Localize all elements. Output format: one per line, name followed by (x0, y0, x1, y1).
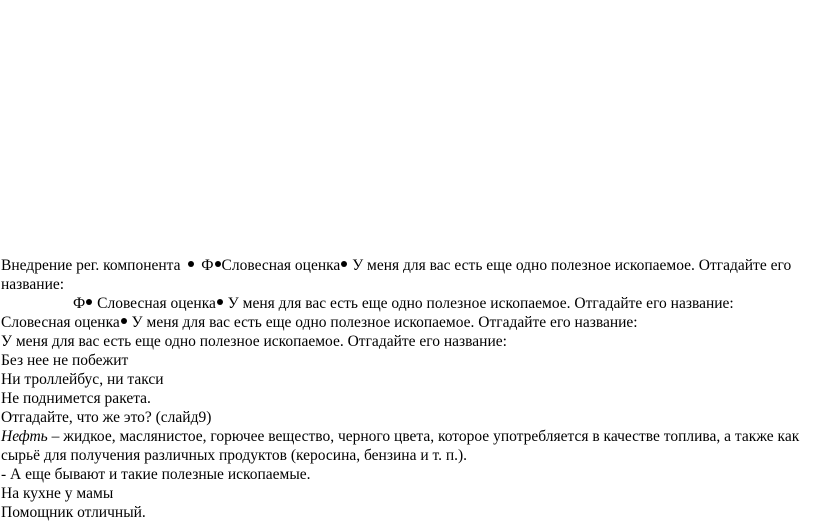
text-line (1, 294, 813, 313)
text-span: Ни троллейбус, ни такси (1, 371, 164, 388)
text-span: У меня для вас есть еще одно полезное ископаемое. Отгадайте его название: (1, 333, 507, 350)
text-span: Отгадайте, что же это? (слайд9) (1, 409, 212, 426)
text-line (1, 389, 813, 408)
text-line (1, 313, 813, 332)
text-span: Внедрение рег. компонента (1, 257, 181, 274)
text-span: - А еще бывают и такие полезные ископаемые. (1, 466, 311, 483)
text-span: У меня для вас есть еще одно полезное ископаемое. Отгадайте его название: (227, 295, 734, 312)
text-span: Словесная оценка (221, 257, 341, 274)
text-line (1, 427, 813, 446)
bullet-icon (215, 261, 221, 267)
text-line (1, 332, 813, 351)
bullet-icon (217, 299, 223, 305)
text-span: Не поднимется ракета. (1, 390, 151, 407)
text-line (1, 446, 813, 465)
text-span: Без нее не побежит (1, 352, 129, 369)
text-line (1, 503, 813, 522)
text-span: Помощник отличный. (1, 504, 146, 521)
text-span: сырьё для получения различных продуктов (керосина, бензина и т. п.). (1, 447, 468, 464)
text-line (1, 370, 813, 389)
text-span: У меня для вас есть еще одно полезное ископаемое. Отгадайте его (352, 257, 792, 274)
text-line (1, 256, 813, 275)
bullet-icon (86, 299, 92, 305)
bullet-icon (188, 261, 194, 267)
text-span: На кухне у мамы (1, 485, 114, 502)
bullet-icon (341, 261, 347, 267)
bullet-icon (121, 318, 127, 324)
text-line (1, 484, 813, 503)
text-span: Ф (73, 295, 86, 312)
text-span: название: (1, 276, 65, 293)
text-line (1, 465, 813, 484)
text-span: – жидкое, маслянистое, горючее вещество, черного цвета, которое употребляется в качестве топлива, а также как (47, 428, 800, 445)
text-line (1, 408, 813, 427)
text-span: Словесная оценка (97, 295, 216, 312)
text-line (1, 351, 813, 370)
document-body (1, 256, 813, 522)
text-span: У меня для вас есть еще одно полезное ископаемое. Отгадайте его название: (131, 314, 638, 331)
term-italic: Нефть (1, 428, 48, 445)
text-line (1, 275, 813, 294)
text-span: Словесная оценка (1, 314, 120, 331)
text-span: Ф (201, 257, 214, 274)
